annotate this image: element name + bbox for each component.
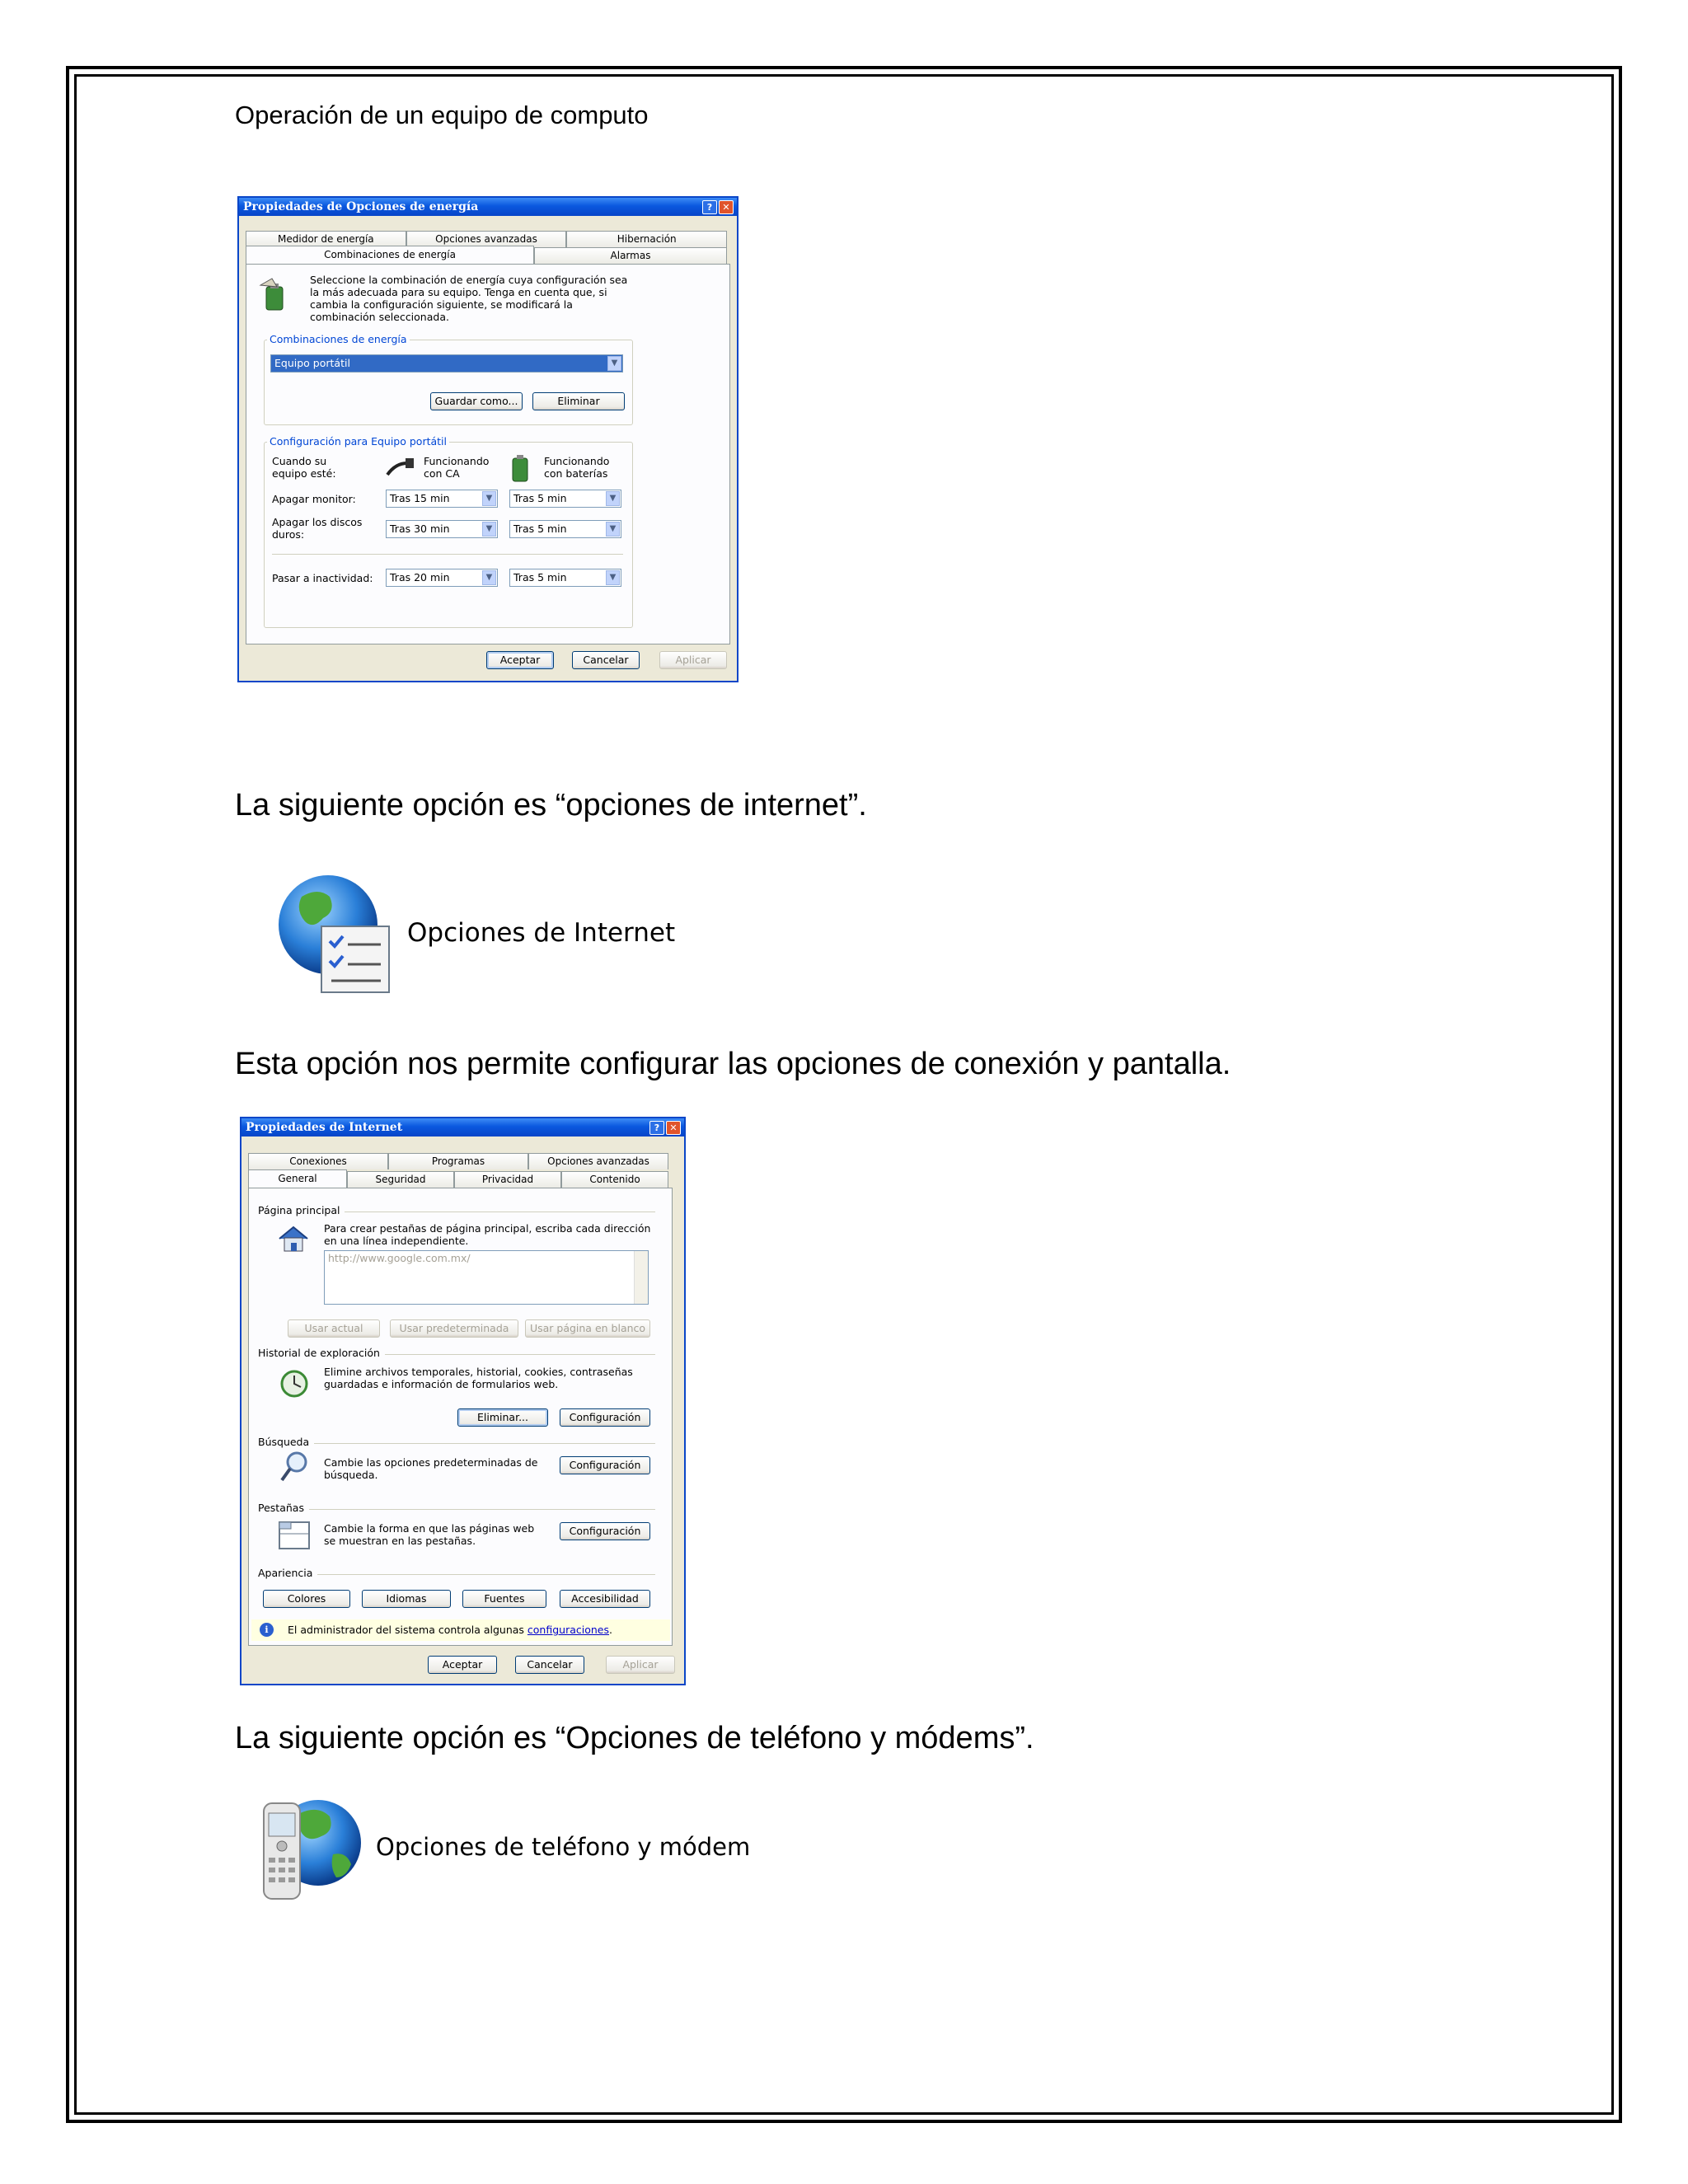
languages-button[interactable]: Idiomas — [362, 1590, 451, 1608]
internet-dialog-title: Propiedades de Internet — [246, 1121, 403, 1134]
apply-button[interactable]: Aplicar — [606, 1656, 675, 1674]
chevron-down-icon[interactable]: ▼ — [482, 570, 496, 585]
standby-ac-select[interactable] — [386, 569, 498, 587]
internet-properties-dialog — [240, 1117, 686, 1685]
search-description: Cambie las opciones predeterminadas de búsqueda. — [324, 1456, 538, 1481]
admin-settings-link[interactable]: configuraciones — [527, 1624, 609, 1636]
tab-general[interactable]: General — [248, 1169, 347, 1188]
tabs-description: Cambie la forma en que las páginas web se muestran en las pestañas. — [324, 1522, 535, 1547]
info-icon: i — [260, 1623, 274, 1637]
power-dialog-titlebar — [239, 198, 737, 216]
chevron-down-icon[interactable]: ▼ — [606, 570, 620, 585]
schemes-group — [264, 340, 633, 425]
tabs-icon — [278, 1519, 311, 1552]
internet-dialog-titlebar — [241, 1118, 684, 1137]
chevron-down-icon[interactable]: ▼ — [606, 522, 620, 537]
tabs-settings-button[interactable]: Configuración — [560, 1522, 650, 1540]
home-section-label: Página principal — [258, 1204, 345, 1216]
home-description: Para crear pestañas de página principal, escriba cada dirección en una línea independiente. — [324, 1222, 651, 1247]
row-monitor-label: Apagar monitor: — [272, 493, 356, 505]
row-disks-label: Apagar los discos duros: — [272, 516, 363, 541]
apply-button[interactable]: Aplicar — [659, 651, 727, 669]
paragraph-phone-intro: La siguiente opción es “Opciones de teléfono y módems”. — [235, 1721, 1034, 1755]
chevron-down-icon[interactable]: ▼ — [482, 522, 496, 537]
home-url-textarea[interactable] — [324, 1250, 649, 1305]
appearance-section-label: Apariencia — [258, 1567, 317, 1579]
tab-hibernacion[interactable]: Hibernación — [566, 231, 727, 247]
disks-ac-select[interactable] — [386, 520, 498, 538]
ac-label: Funcionando con CA — [424, 455, 490, 480]
standby-battery-value: Tras 5 min — [513, 571, 567, 583]
divider — [258, 1509, 655, 1510]
delete-history-button[interactable]: Eliminar... — [457, 1408, 548, 1427]
phone-modem-label[interactable]: Opciones de teléfono y módem — [376, 1833, 751, 1861]
scheme-select[interactable] — [270, 354, 623, 373]
search-icon — [278, 1450, 311, 1484]
history-section-label: Historial de exploración — [258, 1347, 385, 1359]
admin-notice — [288, 1624, 667, 1636]
tabs-section-label: Pestañas — [258, 1502, 309, 1514]
history-icon — [278, 1367, 311, 1399]
power-dialog-title: Propiedades de Opciones de energía — [243, 200, 479, 213]
scheme-value: Equipo portátil — [274, 357, 350, 369]
use-current-button[interactable]: Usar actual — [288, 1319, 380, 1338]
divider — [272, 554, 623, 555]
search-settings-button[interactable]: Configuración — [560, 1456, 650, 1474]
tab-privacidad[interactable]: Privacidad — [454, 1171, 561, 1188]
tab-conexiones[interactable]: Conexiones — [248, 1153, 388, 1169]
admin-notice-end: . — [609, 1624, 612, 1636]
cancel-button[interactable]: Cancelar — [572, 651, 640, 669]
history-description: Elimine archivos temporales, historial, cookies, contraseñas guardadas e información de formularios web. — [324, 1366, 633, 1390]
monitor-ac-select[interactable] — [386, 490, 498, 508]
power-description: Seleccione la combinación de energía cuya configuración sea la más adecuada para su equipo. Tenga en cuenta que, si cambia la configuración siguiente, se modificará la combinación seleccionada. — [310, 274, 628, 323]
history-settings-button[interactable]: Configuración — [560, 1408, 650, 1427]
row-standby-label: Pasar a inactividad: — [272, 572, 373, 584]
power-scheme-icon — [259, 277, 292, 313]
help-button[interactable]: ? — [702, 200, 717, 214]
tab-medidor[interactable]: Medidor de energía — [246, 231, 406, 247]
battery-icon — [506, 450, 536, 483]
power-options-dialog — [237, 196, 738, 682]
standby-ac-value: Tras 20 min — [390, 571, 450, 583]
disks-battery-value: Tras 5 min — [513, 523, 567, 535]
colors-button[interactable]: Colores — [263, 1590, 350, 1608]
accessibility-button[interactable]: Accesibilidad — [560, 1590, 650, 1608]
chevron-down-icon[interactable]: ▼ — [482, 491, 496, 506]
help-button[interactable]: ? — [649, 1121, 664, 1135]
tab-seguridad[interactable]: Seguridad — [347, 1171, 454, 1188]
tab-alarmas[interactable]: Alarmas — [534, 247, 727, 264]
tab-opciones-avanzadas[interactable]: Opciones avanzadas — [406, 231, 567, 247]
cancel-button[interactable]: Cancelar — [515, 1656, 584, 1674]
ok-button[interactable]: Aceptar — [428, 1656, 497, 1674]
home-url-value: http://www.google.com.mx/ — [328, 1252, 471, 1264]
when-label: Cuando su equipo esté: — [272, 455, 336, 480]
monitor-battery-value: Tras 5 min — [513, 492, 567, 504]
delete-scheme-button[interactable]: Eliminar — [532, 392, 625, 410]
use-blank-button[interactable]: Usar página en blanco — [525, 1319, 650, 1338]
internet-options-icon[interactable] — [277, 872, 397, 996]
use-default-button[interactable]: Usar predeterminada — [390, 1319, 518, 1338]
close-button[interactable]: ✕ — [719, 200, 734, 214]
close-button[interactable]: ✕ — [666, 1121, 681, 1135]
tab-combinaciones[interactable]: Combinaciones de energía — [246, 246, 534, 264]
internet-options-label[interactable]: Opciones de Internet — [407, 918, 676, 948]
disks-ac-value: Tras 30 min — [390, 523, 450, 535]
search-section-label: Búsqueda — [258, 1436, 314, 1448]
internet-tabs-front — [248, 1171, 668, 1188]
paragraph-internet-desc: Esta opción nos permite configurar las opciones de conexión y pantalla. — [235, 1047, 1231, 1081]
chevron-down-icon[interactable]: ▼ — [607, 356, 621, 371]
chevron-down-icon[interactable]: ▼ — [606, 491, 620, 506]
standby-battery-select[interactable] — [509, 569, 621, 587]
tab-contenido[interactable]: Contenido — [561, 1171, 668, 1188]
power-tabs-front — [246, 247, 727, 264]
power-tabs-back — [246, 231, 727, 247]
fonts-button[interactable]: Fuentes — [462, 1590, 546, 1608]
admin-notice-text: El administrador del sistema controla algunas — [288, 1624, 524, 1636]
schemes-label: Combinaciones de energía — [267, 333, 410, 345]
divider — [258, 1443, 655, 1444]
scrollbar[interactable] — [634, 1251, 648, 1304]
home-icon — [276, 1224, 311, 1254]
save-as-button[interactable]: Guardar como... — [430, 392, 523, 410]
config-label: Configuración para Equipo portátil — [267, 435, 449, 448]
monitor-battery-select[interactable] — [509, 490, 621, 508]
ok-button[interactable]: Aceptar — [486, 651, 554, 669]
phone-modem-icon[interactable] — [260, 1795, 363, 1905]
monitor-ac-value: Tras 15 min — [390, 492, 450, 504]
internet-tabs-back — [248, 1153, 668, 1169]
battery-label: Funcionando con baterías — [544, 455, 610, 480]
tab-opciones-avanzadas[interactable]: Opciones avanzadas — [528, 1153, 668, 1169]
tab-programas[interactable]: Programas — [388, 1153, 528, 1169]
page-header: Operación de un equipo de computo — [235, 101, 649, 129]
ac-plug-icon — [386, 455, 417, 478]
disks-battery-select[interactable] — [509, 520, 621, 538]
paragraph-internet-intro: La siguiente opción es “opciones de internet”. — [235, 788, 867, 823]
